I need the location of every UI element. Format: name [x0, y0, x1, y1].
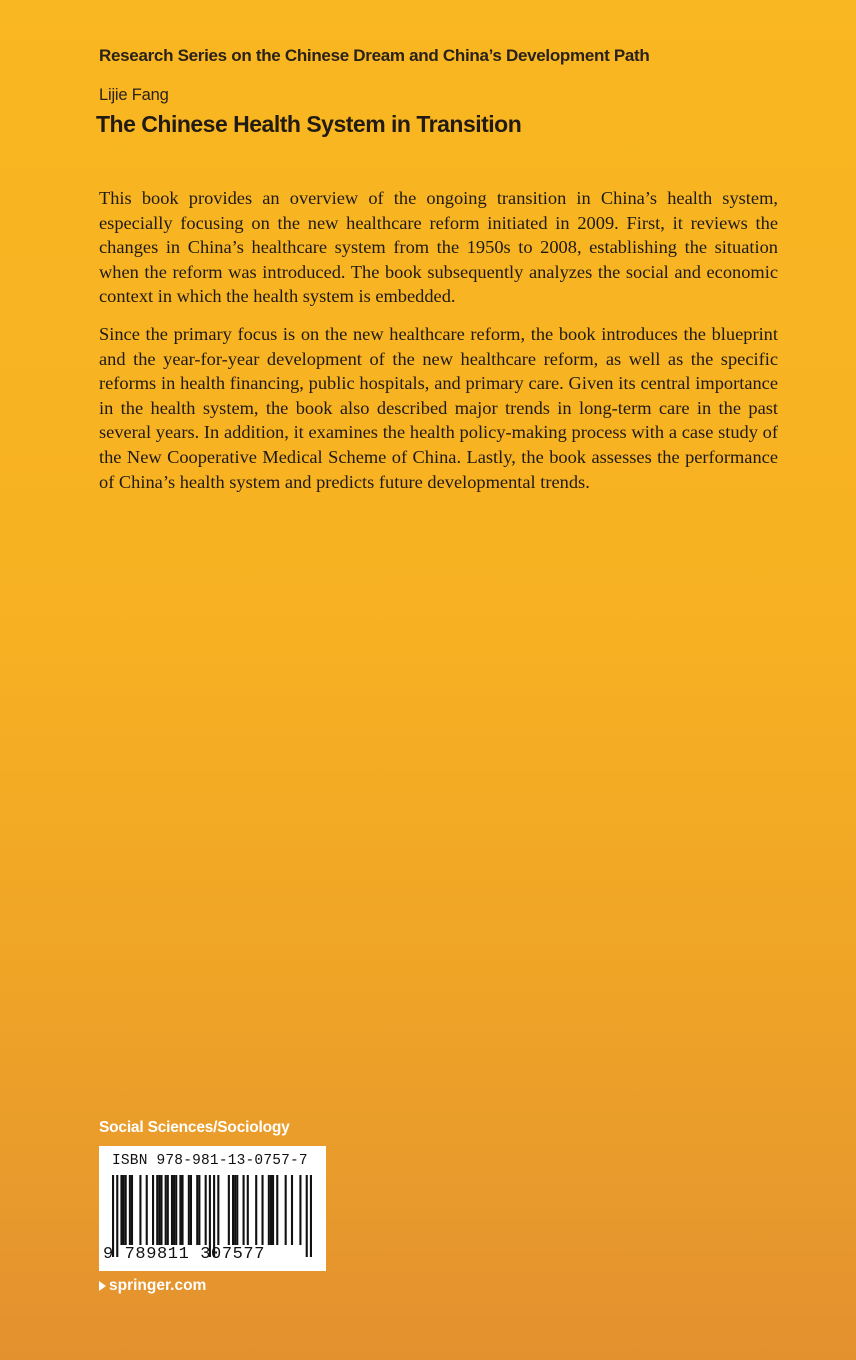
barcode-bar: [236, 1175, 238, 1245]
barcode-bar: [291, 1175, 293, 1245]
barcode-bar: [198, 1175, 200, 1245]
barcode-bar: [123, 1175, 125, 1245]
barcode-bar: [247, 1175, 249, 1245]
barcode-bar: [158, 1175, 160, 1245]
barcode-bar: [179, 1175, 181, 1245]
barcode-bar: [272, 1175, 274, 1245]
barcode: [99, 1146, 326, 1271]
barcode-bar: [205, 1175, 207, 1245]
barcode-bar: [160, 1175, 162, 1245]
barcode-bar: [228, 1175, 230, 1245]
barcode-bar: [125, 1175, 127, 1245]
blurb-paragraph-2: Since the primary focus is on the new healthcare reform, the book introduces the blueprint and the year-for-year development of the new healthcare reform, as well as the specific reforms in health financing, public hospitals, and primary care. Given its central importance in the health system, the book also described major trends in long-term care in the past several years. In addition, it examines the health policy-making process with a case study of the New Cooperative Medical Scheme of China. Lastly, the book assesses the performance of China’s health system and predicts future developmental trends.: [99, 323, 778, 492]
arrow-right-icon: [99, 1281, 106, 1291]
barcode-bar: [196, 1175, 198, 1245]
barcode-bar: [243, 1175, 245, 1245]
barcode-bar: [268, 1175, 270, 1245]
blurb-paragraph-1: This book provides an overview of the ongoing transition in China’s health system, especially focusing on the new healthcare reform initiated in 2009. First, it reviews the changes in China’s healthcare system from the 1950s to 2008, establishing the situation when the reform was introduced. The book subsequently analyzes the social and economic context in which the health system is embedded.: [99, 188, 778, 307]
barcode-bar: [270, 1175, 272, 1245]
barcode-bar: [190, 1175, 192, 1245]
publisher-link[interactable]: [99, 1277, 206, 1295]
author-name: Lijie Fang: [99, 86, 169, 104]
barcode-bar: [188, 1175, 190, 1245]
blurb: [99, 186, 778, 507]
barcode-bar: [217, 1175, 219, 1245]
book-title: The Chinese Health System in Transition: [96, 111, 522, 137]
barcode-bar: [120, 1175, 122, 1245]
barcode-bar: [234, 1175, 236, 1245]
barcode-bar: [276, 1175, 278, 1245]
barcode-bar: [299, 1175, 301, 1245]
barcode-bar: [255, 1175, 257, 1245]
barcode-bar: [139, 1175, 141, 1245]
publisher-website: springer.com: [109, 1277, 207, 1294]
isbn-label: ISBN 978-981-13-0757-7: [112, 1153, 308, 1169]
barcode-bar: [175, 1175, 177, 1245]
barcode-bar: [129, 1175, 131, 1245]
barcode-bar: [261, 1175, 263, 1245]
barcode-bar: [146, 1175, 148, 1245]
barcode-bar: [306, 1175, 308, 1257]
barcode-bar: [165, 1175, 167, 1245]
barcode-bar: [232, 1175, 234, 1245]
barcode-bar: [310, 1175, 312, 1257]
barcode-bar: [173, 1175, 175, 1245]
subject-category: Social Sciences/Sociology: [99, 1119, 290, 1136]
barcode-bar: [171, 1175, 173, 1245]
barcode-bar: [156, 1175, 158, 1245]
barcode-digits: 9 789811 307577: [103, 1245, 266, 1264]
barcode-bar: [152, 1175, 154, 1245]
barcode-bar: [285, 1175, 287, 1245]
barcode-bar: [181, 1175, 183, 1245]
series-title: Research Series on the Chinese Dream and China’s Development Path: [99, 46, 650, 65]
barcode-bar: [131, 1175, 133, 1245]
barcode-bar: [167, 1175, 169, 1245]
